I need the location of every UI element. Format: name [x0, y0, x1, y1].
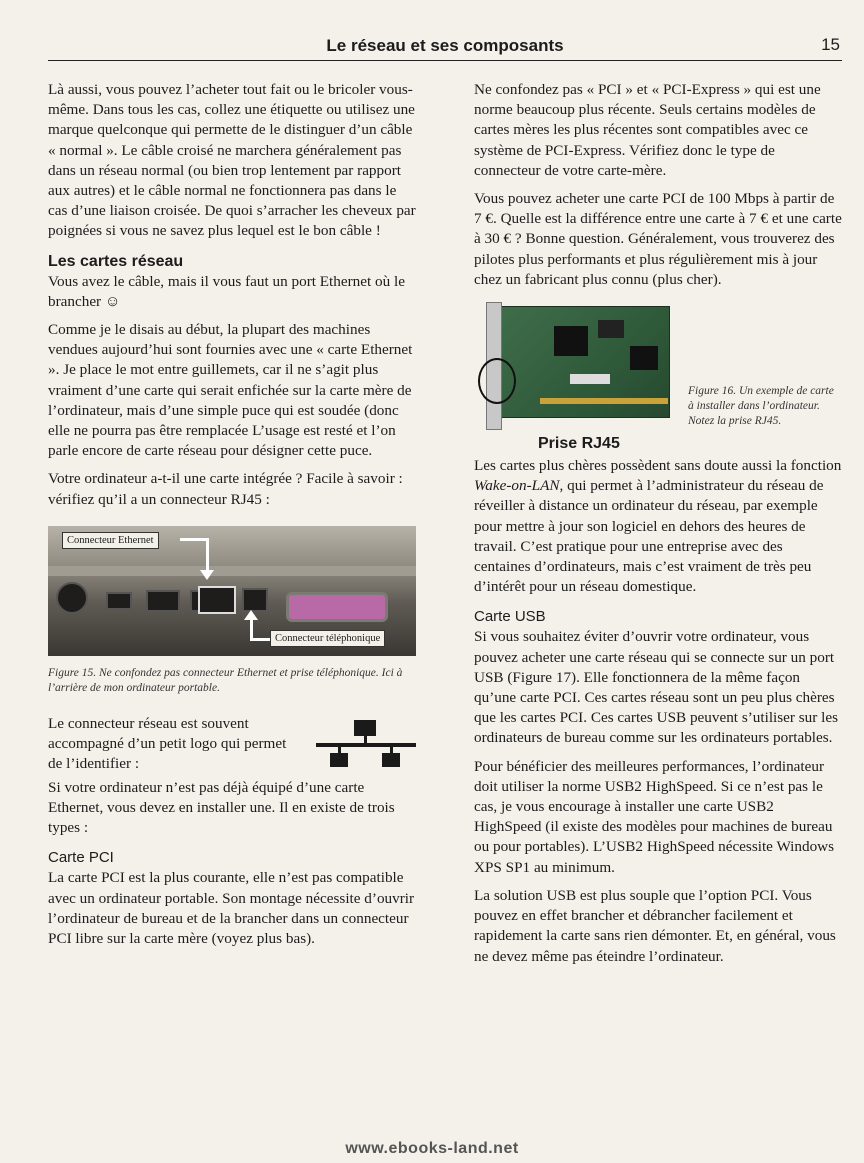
phone-connector-label: Connecteur téléphonique — [270, 630, 385, 647]
section-heading-carte-pci: Carte PCI — [48, 849, 114, 867]
paragraph: Pour bénéficier des meilleures performances, l’ordinateur doit utiliser la norme USB2 HighSpeed. Si ce n’est pas le cas, je vous encourage à installer une carte USB2 HighSpeed (il existe des modèles pour machines de bureau ou pour portables). L’USB2 HighSpeed nécessite Windows XPS SP1 au minimum. — [474, 757, 835, 876]
paragraph: La solution USB est plus souple que l’option PCI. Vous pouvez en effet brancher et débrancher facilement et rapidement la carte sans rien démonter. Et, en général, vous ne devez même pas éteindre l’ordinateur. — [474, 886, 836, 965]
paragraph-wake-on-lan: Les cartes plus chères possèdent sans doute aussi la fonction Wake-on-LAN, qui permet à l’administrateur du réseau de réveiller à distance un ordinateur du réseau, par exemple pour mettre à jour son logiciel en dehors des heures de travail. C’est pratique pour une entreprise avec des centaines d’ordinateurs, mais c’est vraiment de très peu d’intérêt pour un réseau domestique. — [474, 457, 842, 596]
right-column — [474, 80, 842, 975]
pci-card-image — [480, 302, 670, 430]
chapter-title: Le réseau et ses composants — [326, 36, 564, 55]
network-logo-icon — [316, 720, 416, 766]
section-heading-cartes-reseau: Les cartes réseau — [48, 252, 184, 270]
figure-15-laptop-ports — [48, 526, 416, 656]
ethernet-connector-label: Connecteur Ethernet — [62, 532, 159, 549]
phone-port — [242, 588, 268, 612]
paragraph: Si votre ordinateur n’est pas déjà équipé d’une carte Ethernet, vous devez en installer une. Il en existe de trois types : — [48, 778, 395, 837]
paragraph: La carte PCI est la plus courante, elle n’est pas compatible avec un ordinateur portable. Son montage nécessite d’ouvrir l’ordinateur de bureau et de la brancher dans un connecteur PCI libre sur la carte mère (voyez plus bas). — [48, 869, 415, 948]
left-column — [48, 80, 416, 957]
page-header — [48, 34, 842, 61]
figure-15-caption: Figure 15. Ne confondez pas connecteur Ethernet et prise téléphonique. Ici à l’arrière de mon ordinateur portable. — [48, 666, 403, 694]
paragraph: Ne confondez pas « PCI » et « PCI-Express » qui est une norme beaucoup plus récente. Seuls certains modèles de cartes mères les plus récentes sont compatibles avec ce système de PCI-Express. Vérifiez donc le type de connecteur de votre carte-mère. — [474, 81, 821, 179]
paragraph: Si vous souhaitez éviter d’ouvrir votre ordinateur, vous pouvez acheter une carte réseau qui se connecte sur un port USB (Figure 17). Elle fonctionnera de la même façon qu’une carte PCI. Ces cartes réseau sont un peu plus chères que les cartes PCI. Ces cartes USB peuvent s’utiliser sur les ordinateurs de bureau comme sur les ordinateurs portables. — [474, 628, 839, 747]
network-logo-row — [48, 714, 416, 778]
paragraph: Vous pouvez acheter une carte PCI de 100 Mbps à partir de 7 €. Quelle est la différence entre une carte à 7 € et une carte à 30 € ? Bonne question. Généralement, vous trouverez des pilotes plus performants et plus régulièrement mis à jour chez un fabricant plus connu (plus cher). — [474, 190, 842, 288]
section-heading-carte-usb: Carte USB — [474, 608, 546, 626]
ethernet-port — [198, 586, 236, 614]
figure-16-caption: Figure 16. Un exemple de carte à installer dans l’ordinateur. Notez la prise RJ45. — [688, 385, 834, 428]
paragraph: Comme je le disais au début, la plupart des machines vendues aujourd’hui sont fournies avec une « carte Ethernet ». Je place le mot entre guillemets, car il ne s’agit plus vraiment d’une carte qui serait enfichée sur la carte mère de l’ordinateur, mais d’une simple puce qui est soudée (donc elle ne pourra pas être remplacée L’usage est resté et l’on parle encore de carte réseau pour désigner cette puce. — [48, 321, 413, 460]
figure-16-pci-card — [474, 300, 842, 456]
paragraph: Vous avez le câble, mais il vous faut un port Ethernet où le brancher ☺ — [48, 272, 405, 310]
parallel-port — [286, 592, 388, 622]
paragraph: Le connecteur réseau est souvent accompagné d’un petit logo qui permet de l’identifier : — [48, 714, 287, 773]
footer-url: www.ebooks-land.net — [345, 1140, 519, 1157]
paragraph: Là aussi, vous pouvez l’acheter tout fait ou le bricoler vous-même. Dans tous les cas, collez une étiquette ou utilisez une marque quelconque qui permette de le distinguer d’un câble « normal ». Le câble croisé ne marchera généralement pas dans un réseau normal (ou bien trop lentement par rapport aux autres) et le câble normal ne fonctionnera pas dans le cas d’une liaison croisée. De quoi s’arracher les cheveux par poignées si vous ne savez plus lequel est le bon câble ! — [48, 81, 416, 240]
page-number: 15 — [821, 35, 840, 54]
paragraph: Votre ordinateur a-t-il une carte intégrée ? Facile à savoir : vérifiez qu’il a un connecteur RJ45 : — [48, 470, 403, 508]
rj45-highlight-circle — [478, 358, 516, 404]
wake-on-lan-term: Wake-on-LAN — [474, 477, 560, 495]
rj45-label: Prise RJ45 — [538, 435, 620, 453]
